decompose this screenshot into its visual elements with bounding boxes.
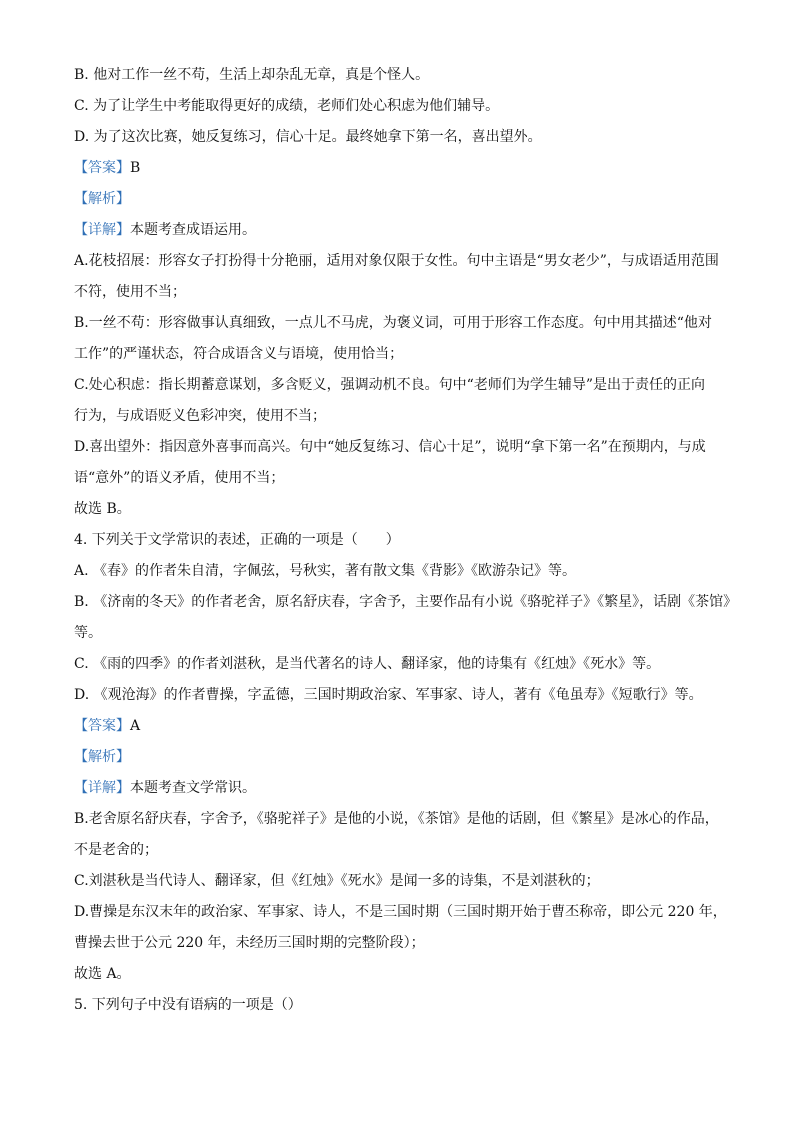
explain4-b-2: 不是老舍的； bbox=[74, 842, 158, 858]
explain4-d-1: D.曹操是东汉末年的政治家、军事家、诗人，不是三国时期（三国时期开始于曹丕称帝，即公元 220 年， bbox=[74, 904, 727, 920]
document-page bbox=[74, 60, 738, 1021]
conclusion-3: 故选 B。 bbox=[74, 501, 131, 517]
question-5: 5. 下列句子中没有语病的一项是（） bbox=[74, 997, 302, 1013]
explain-d-1: D.喜出望外：指因意外喜事而高兴。句中“她反复练习、信心十足”，说明“拿下第一名”在预期内，与成 bbox=[74, 439, 706, 455]
explain-d-2: 语“意外”的语义矛盾，使用不当； bbox=[74, 470, 285, 486]
explain-c-2: 行为，与成语贬义色彩冲突，使用不当； bbox=[74, 408, 326, 424]
answer-value: B bbox=[130, 160, 141, 176]
question-4-option-b-2: 等。 bbox=[74, 625, 102, 641]
option-b: B. 他对工作一丝不苟，生活上却杂乱无章，真是个怪人。 bbox=[74, 67, 430, 83]
question-4-option-a: A. 《春》的作者朱自清，字佩弦，号秋实，著有散文集《背影》《欧游杂记》等。 bbox=[74, 563, 577, 579]
answer-value: A bbox=[130, 718, 141, 734]
detail-text: 本题考查成语运用。 bbox=[130, 222, 256, 238]
explain-b-2: 工作”的严谨状态，符合成语含义与语境，使用恰当； bbox=[74, 346, 404, 362]
explain-b-1: B.一丝不苟：形容做事认真细致，一点儿不马虎，为褒义词，可用于形容工作态度。句中用其描述“他对 bbox=[74, 315, 712, 331]
detail-tag: 【详解】 bbox=[74, 780, 130, 796]
analysis-tag-4: 【解析】 bbox=[74, 749, 130, 765]
option-c: C. 为了让学生中考能取得更好的成绩，老师们处心积虑为他们辅导。 bbox=[74, 98, 500, 114]
analysis-tag-3: 【解析】 bbox=[74, 191, 130, 207]
answer-line-3 bbox=[74, 153, 734, 184]
answer-tag: 【答案】 bbox=[74, 718, 130, 734]
question-4: 4. 下列关于文学常识的表述，正确的一项是（ ） bbox=[74, 532, 400, 548]
explain4-c-1: C.刘湛秋是当代诗人、翻译家，但《红烛》《死水》是闻一多的诗集，不是刘湛秋的； bbox=[74, 873, 600, 889]
answer-line-4 bbox=[74, 711, 734, 742]
explain-a-1: A.花枝招展：形容女子打扮得十分艳丽，适用对象仅限于女性。句中主语是“男女老少”，与成语适用范围 bbox=[74, 253, 719, 269]
detail-line-3 bbox=[74, 215, 734, 246]
explain4-d-2: 曹操去世于公元 220 年，未经历三国时期的完整阶段）； bbox=[74, 935, 425, 951]
detail-text: 本题考查文学常识。 bbox=[130, 780, 256, 796]
explain4-b-1: B.老舍原名舒庆春，字舍予，《骆驼祥子》是他的小说，《茶馆》是他的话剧，但《繁星》是冰心的作品， bbox=[74, 811, 719, 827]
conclusion-4: 故选 A。 bbox=[74, 966, 131, 982]
option-d: D. 为了这次比赛，她反复练习，信心十足。最终她拿下第一名，喜出望外。 bbox=[74, 129, 542, 145]
question-4-option-d: D. 《观沧海》的作者曹操，字孟德，三国时期政治家、军事家、诗人，著有《龟虽寿》《短歌行》等。 bbox=[74, 687, 703, 703]
explain-a-2: 不符，使用不当； bbox=[74, 284, 186, 300]
question-4-option-b-1: B. 《济南的冬天》的作者老舍，原名舒庆春，字舍予，主要作品有小说《骆驼祥子》《繁星》，话剧《茶馆》 bbox=[74, 594, 738, 610]
explain-c-1: C.处心积虑：指长期蓄意谋划，多含贬义，强调动机不良。句中“老师们为学生辅导”是出于责任的正向 bbox=[74, 377, 705, 393]
detail-line-4 bbox=[74, 773, 734, 804]
question-4-option-c: C. 《雨的四季》的作者刘湛秋，是当代著名的诗人、翻译家，他的诗集有《红烛》《死水》等。 bbox=[74, 656, 661, 672]
detail-tag: 【详解】 bbox=[74, 222, 130, 238]
answer-tag: 【答案】 bbox=[74, 160, 130, 176]
